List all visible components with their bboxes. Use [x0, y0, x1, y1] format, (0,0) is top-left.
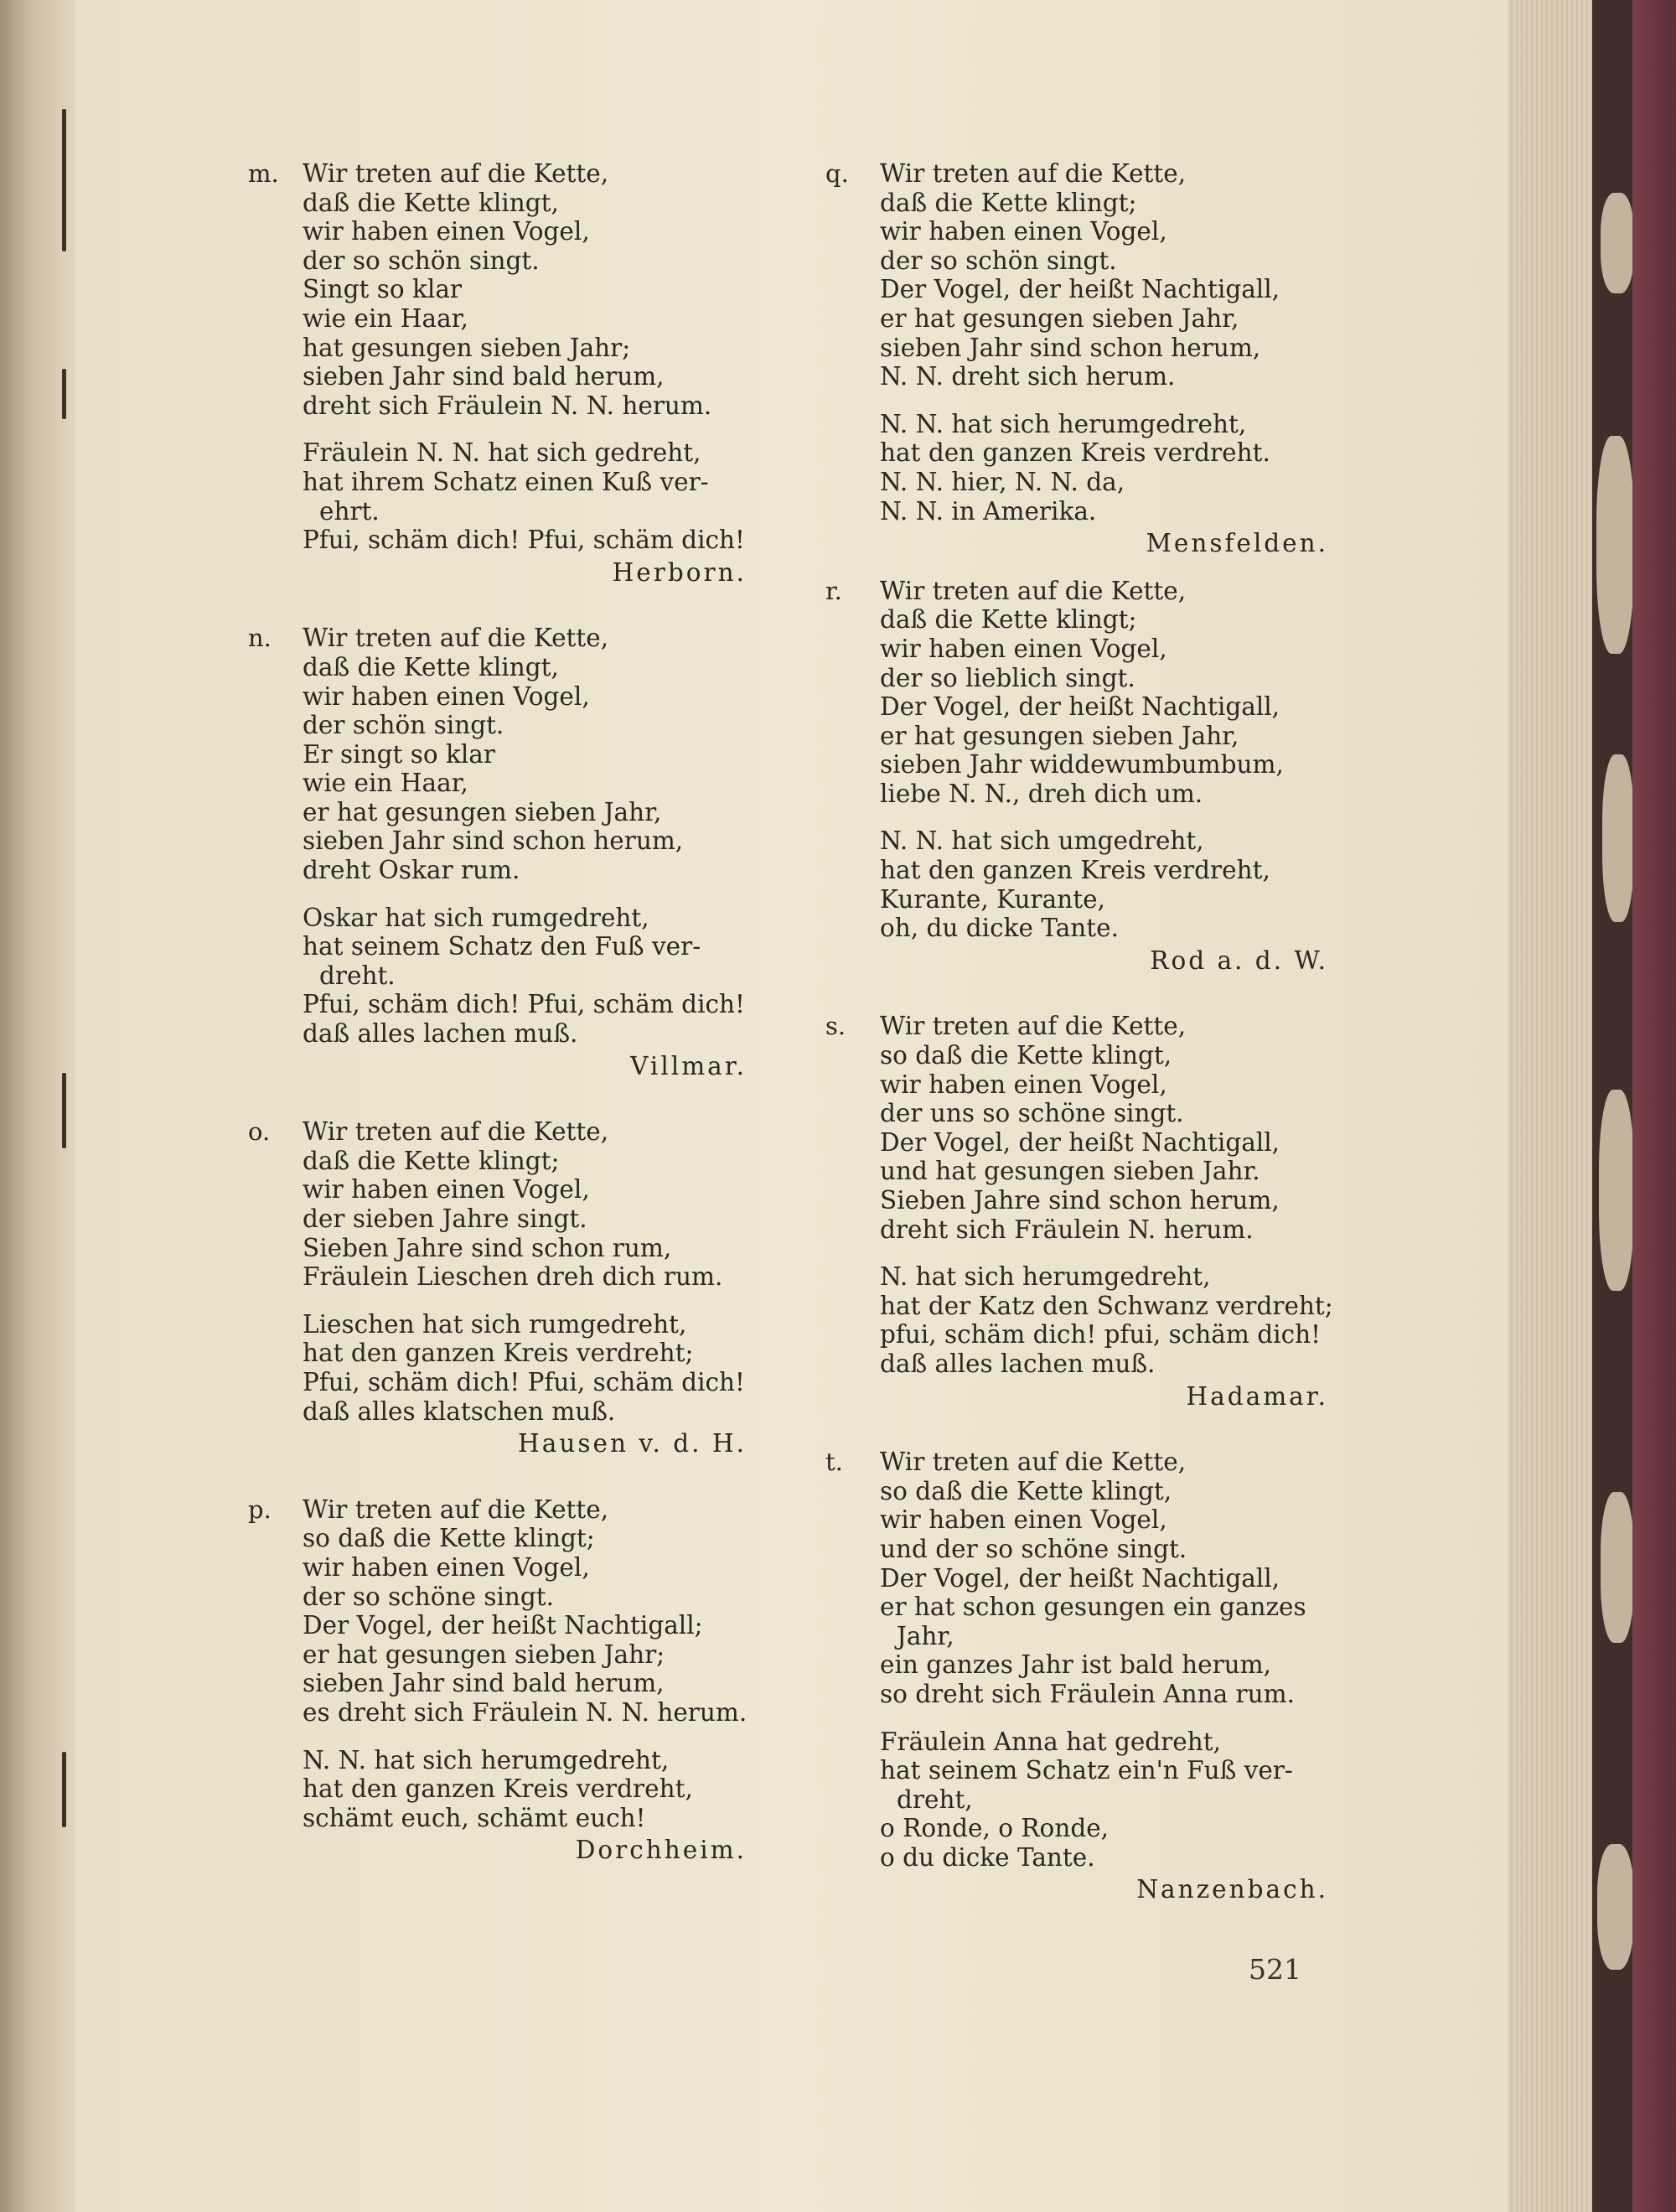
verse-line: dreht.	[319, 961, 396, 990]
verse-line: so dreht sich Fräulein Anna rum.	[880, 1679, 1296, 1708]
verse-line: er hat gesungen sieben Jahr,	[880, 303, 1239, 333]
verse-line: der so schöne singt.	[303, 1582, 555, 1611]
verse-line: so daß die Kette klingt;	[303, 1524, 595, 1553]
verse-line: Fräulein Anna hat gedreht,	[880, 1727, 1221, 1756]
verse-line: daß alles klatschen muß.	[303, 1396, 616, 1426]
verse-line: er hat gesungen sieben Jahr,	[303, 797, 662, 826]
verse-line: Wir treten auf die Kette,	[880, 159, 1187, 188]
verse-line: wir haben einen Vogel,	[303, 1175, 590, 1204]
place-name: Nanzenbach.	[1136, 1875, 1328, 1904]
variant-marker: m.	[248, 159, 279, 188]
verse	[248, 1310, 747, 1426]
verse	[825, 159, 1328, 391]
verse-line: wir haben einen Vogel,	[880, 634, 1167, 663]
verse-line: daß die Kette klingt,	[303, 188, 559, 217]
right-column	[825, 159, 1333, 1904]
verse-line: Lieschen hat sich rumgedreht,	[303, 1309, 687, 1339]
verse-line: hat den ganzen Kreis verdreht,	[303, 1774, 693, 1804]
verse-line: hat den ganzen Kreis verdreht,	[880, 856, 1270, 885]
verse-line: sieben Jahr sind schon herum,	[880, 333, 1261, 362]
verse-line: der so lieblich singt.	[880, 663, 1135, 692]
place-name: Hadamar.	[1186, 1381, 1328, 1411]
place-name: Dorchheim.	[575, 1836, 747, 1865]
verse-line: Der Vogel, der heißt Nachtigall,	[880, 692, 1280, 722]
binding-thread	[62, 1073, 66, 1148]
verse	[248, 1495, 747, 1728]
verse-line: Wir treten auf die Kette,	[303, 1117, 609, 1147]
place-name: Villmar.	[630, 1051, 747, 1080]
verse-line: oh, du dicke Tante.	[880, 914, 1119, 943]
verse-line: Oskar hat sich rumgedreht,	[303, 903, 649, 932]
verse-line: dreht sich Fräulein N. herum.	[880, 1215, 1254, 1244]
verse-line: daß alles lachen muß.	[303, 1019, 578, 1049]
verse-line: N. N. hat sich umgedreht,	[880, 826, 1204, 856]
marbled-cover-pattern	[1601, 193, 1634, 293]
place-name: Rod a. d. W.	[1150, 945, 1328, 975]
verse-line: er hat gesungen sieben Jahr,	[880, 721, 1239, 750]
verse-line: Wir treten auf die Kette,	[303, 159, 609, 188]
binding-thread	[62, 109, 66, 251]
marbled-cover-pattern	[1597, 1844, 1634, 1970]
verse-line: Pfui, schäm dich! Pfui, schäm dich!	[303, 1367, 745, 1396]
verse-line: der so schön singt.	[303, 246, 540, 275]
verse-line: Der Vogel, der heißt Nachtigall,	[880, 1127, 1280, 1157]
verse-line: Pfui, schäm dich! Pfui, schäm dich!	[303, 526, 745, 555]
verse-line: sieben Jahr sind bald herum,	[303, 1669, 665, 1698]
binding-thread	[62, 369, 66, 419]
verse-line: er hat schon gesungen ein ganzes	[880, 1593, 1306, 1622]
verse-line: der schön singt.	[303, 711, 504, 740]
verse-line: Der Vogel, der heißt Nachtigall,	[880, 275, 1280, 304]
verse	[248, 904, 747, 1049]
song-variant-p	[248, 1495, 747, 1865]
marbled-cover-pattern	[1602, 754, 1634, 922]
verse-line: o Ronde, o Ronde,	[880, 1814, 1110, 1843]
marbled-cover-pattern	[1601, 1492, 1634, 1643]
verse-line: Wir treten auf die Kette,	[880, 576, 1187, 605]
verse	[825, 826, 1328, 942]
verse	[248, 1117, 747, 1292]
verse	[825, 1448, 1328, 1708]
verse-line: hat der Katz den Schwanz verdreht;	[880, 1291, 1333, 1320]
verse-line: Wir treten auf die Kette,	[303, 624, 609, 653]
song-variant-o	[248, 1117, 747, 1458]
verse-line: wie ein Haar,	[303, 303, 468, 333]
verse-line: Pfui, schäm dich! Pfui, schäm dich!	[303, 990, 745, 1019]
verse-line: wir haben einen Vogel,	[880, 1070, 1167, 1099]
verse-line: Singt so klar	[303, 275, 463, 304]
verse-line: schämt euch, schämt euch!	[303, 1803, 646, 1832]
verse	[825, 1728, 1328, 1873]
verse-line: der so schön singt.	[880, 246, 1117, 275]
verse-line: dreht,	[897, 1785, 973, 1814]
place-name: Mensfelden.	[1146, 529, 1328, 558]
verse	[825, 577, 1328, 809]
verse-line: Wir treten auf die Kette,	[880, 1012, 1187, 1041]
verse-line: Der Vogel, der heißt Nachtigall,	[880, 1563, 1280, 1593]
verse-line: pfui, schäm dich! pfui, schäm dich!	[880, 1320, 1321, 1349]
verse-line: daß die Kette klingt;	[303, 1146, 560, 1175]
verse-line: wir haben einen Vogel,	[880, 1505, 1167, 1535]
song-variant-n	[248, 624, 747, 1080]
verse	[825, 1262, 1333, 1378]
verse-line: Sieben Jahre sind schon rum,	[303, 1233, 672, 1262]
verse-line: dreht Oskar rum.	[303, 856, 520, 885]
verse-line: Er singt so klar	[303, 739, 495, 769]
place-name: Herborn.	[612, 557, 747, 587]
verse-line: ein ganzes Jahr ist bald herum,	[880, 1650, 1272, 1680]
verse-line: hat gesungen sieben Jahr;	[303, 333, 631, 362]
verse-line: Wir treten auf die Kette,	[303, 1495, 609, 1524]
verse-line: hat seinem Schatz den Fuß ver-	[303, 932, 701, 961]
song-variant-s	[825, 1012, 1333, 1411]
verse	[248, 1746, 747, 1833]
verse-line: Sieben Jahre sind schon herum,	[880, 1186, 1280, 1215]
variant-marker: n.	[248, 624, 272, 653]
verse-line: sieben Jahr widdewumbumbum,	[880, 750, 1284, 780]
variant-marker: p.	[248, 1495, 272, 1524]
variant-marker: q.	[825, 159, 849, 188]
verse-line: daß die Kette klingt,	[303, 652, 559, 681]
verse-line: so daß die Kette klingt,	[880, 1476, 1172, 1505]
verse-line: der uns so schöne singt.	[880, 1099, 1184, 1128]
verse-line: daß die Kette klingt;	[880, 188, 1137, 217]
page-number: 521	[1249, 1953, 1301, 1986]
verse-line: wir haben einen Vogel,	[303, 217, 590, 246]
place-name: Hausen v. d. H.	[518, 1429, 747, 1458]
verse-line: wir haben einen Vogel,	[880, 217, 1167, 246]
variant-marker: r.	[825, 576, 842, 605]
verse-line: N. N. hat sich herumgedreht,	[303, 1745, 670, 1774]
verse-line: es dreht sich Fräulein N. N. herum.	[303, 1697, 747, 1727]
verse-line: ehrt.	[319, 496, 380, 526]
variant-marker: s.	[825, 1012, 846, 1041]
verse-line: liebe N. N., dreh dich um.	[880, 779, 1203, 808]
verse-line: der sieben Jahre singt.	[303, 1204, 587, 1233]
verse	[825, 1012, 1328, 1244]
verse-line: hat seinem Schatz ein'n Fuß ver-	[880, 1756, 1293, 1785]
verse	[825, 410, 1328, 526]
verse-line: N. N. hier, N. N. da,	[880, 467, 1125, 496]
verse-line: sieben Jahr sind bald herum,	[303, 362, 665, 391]
cover-edge	[1632, 0, 1676, 2212]
verse-line: er hat gesungen sieben Jahr;	[303, 1640, 665, 1669]
verse-line: wir haben einen Vogel,	[303, 681, 590, 711]
verse-line: Wir treten auf die Kette,	[880, 1448, 1187, 1477]
variant-marker: t.	[825, 1448, 843, 1477]
verse-line: N. hat sich herumgedreht,	[880, 1262, 1211, 1292]
verse-line: wie ein Haar,	[303, 769, 468, 798]
verse-line: so daß die Kette klingt,	[880, 1041, 1172, 1070]
verse-line: daß alles lachen muß.	[880, 1349, 1156, 1378]
song-variant-q	[825, 159, 1328, 558]
verse-line: Jahr,	[897, 1621, 954, 1650]
verse-line: N. N. dreht sich herum.	[880, 362, 1176, 391]
verse-line: dreht sich Fräulein N. N. herum.	[303, 391, 712, 420]
song-variant-m	[248, 159, 747, 587]
verse-line: Kurante, Kurante,	[880, 884, 1105, 914]
verse-line: sieben Jahr sind schon herum,	[303, 826, 684, 856]
left-column	[248, 159, 747, 1865]
verse	[248, 624, 747, 884]
verse	[248, 159, 747, 420]
verse-line: hat ihrem Schatz einen Kuß ver-	[303, 467, 709, 496]
verse-line: wir haben einen Vogel,	[303, 1552, 590, 1582]
song-variant-t	[825, 1448, 1328, 1904]
verse-line: und der so schöne singt.	[880, 1534, 1187, 1563]
verse-line: Fräulein N. N. hat sich gedreht,	[303, 438, 701, 468]
marbled-cover-pattern	[1596, 436, 1634, 654]
verse-line: und hat gesungen sieben Jahr.	[880, 1157, 1260, 1186]
marbled-cover-pattern	[1599, 1090, 1634, 1291]
verse-line: hat den ganzen Kreis verdreht.	[880, 438, 1270, 468]
verse-line: daß die Kette klingt;	[880, 605, 1137, 635]
variant-marker: o.	[248, 1117, 271, 1147]
verse-line: o du dicke Tante.	[880, 1842, 1095, 1872]
verse	[248, 438, 747, 554]
verse-line: Fräulein Lieschen dreh dich rum.	[303, 1262, 723, 1292]
verse-line: hat den ganzen Kreis verdreht;	[303, 1339, 694, 1368]
binding-thread	[62, 1752, 66, 1827]
verse-line: N. N. in Amerika.	[880, 496, 1097, 526]
song-variant-r	[825, 577, 1328, 976]
page-edges	[1508, 0, 1602, 2212]
verse-line: N. N. hat sich herumgedreht,	[880, 409, 1247, 438]
verse-line: Der Vogel, der heißt Nachtigall;	[303, 1611, 703, 1640]
